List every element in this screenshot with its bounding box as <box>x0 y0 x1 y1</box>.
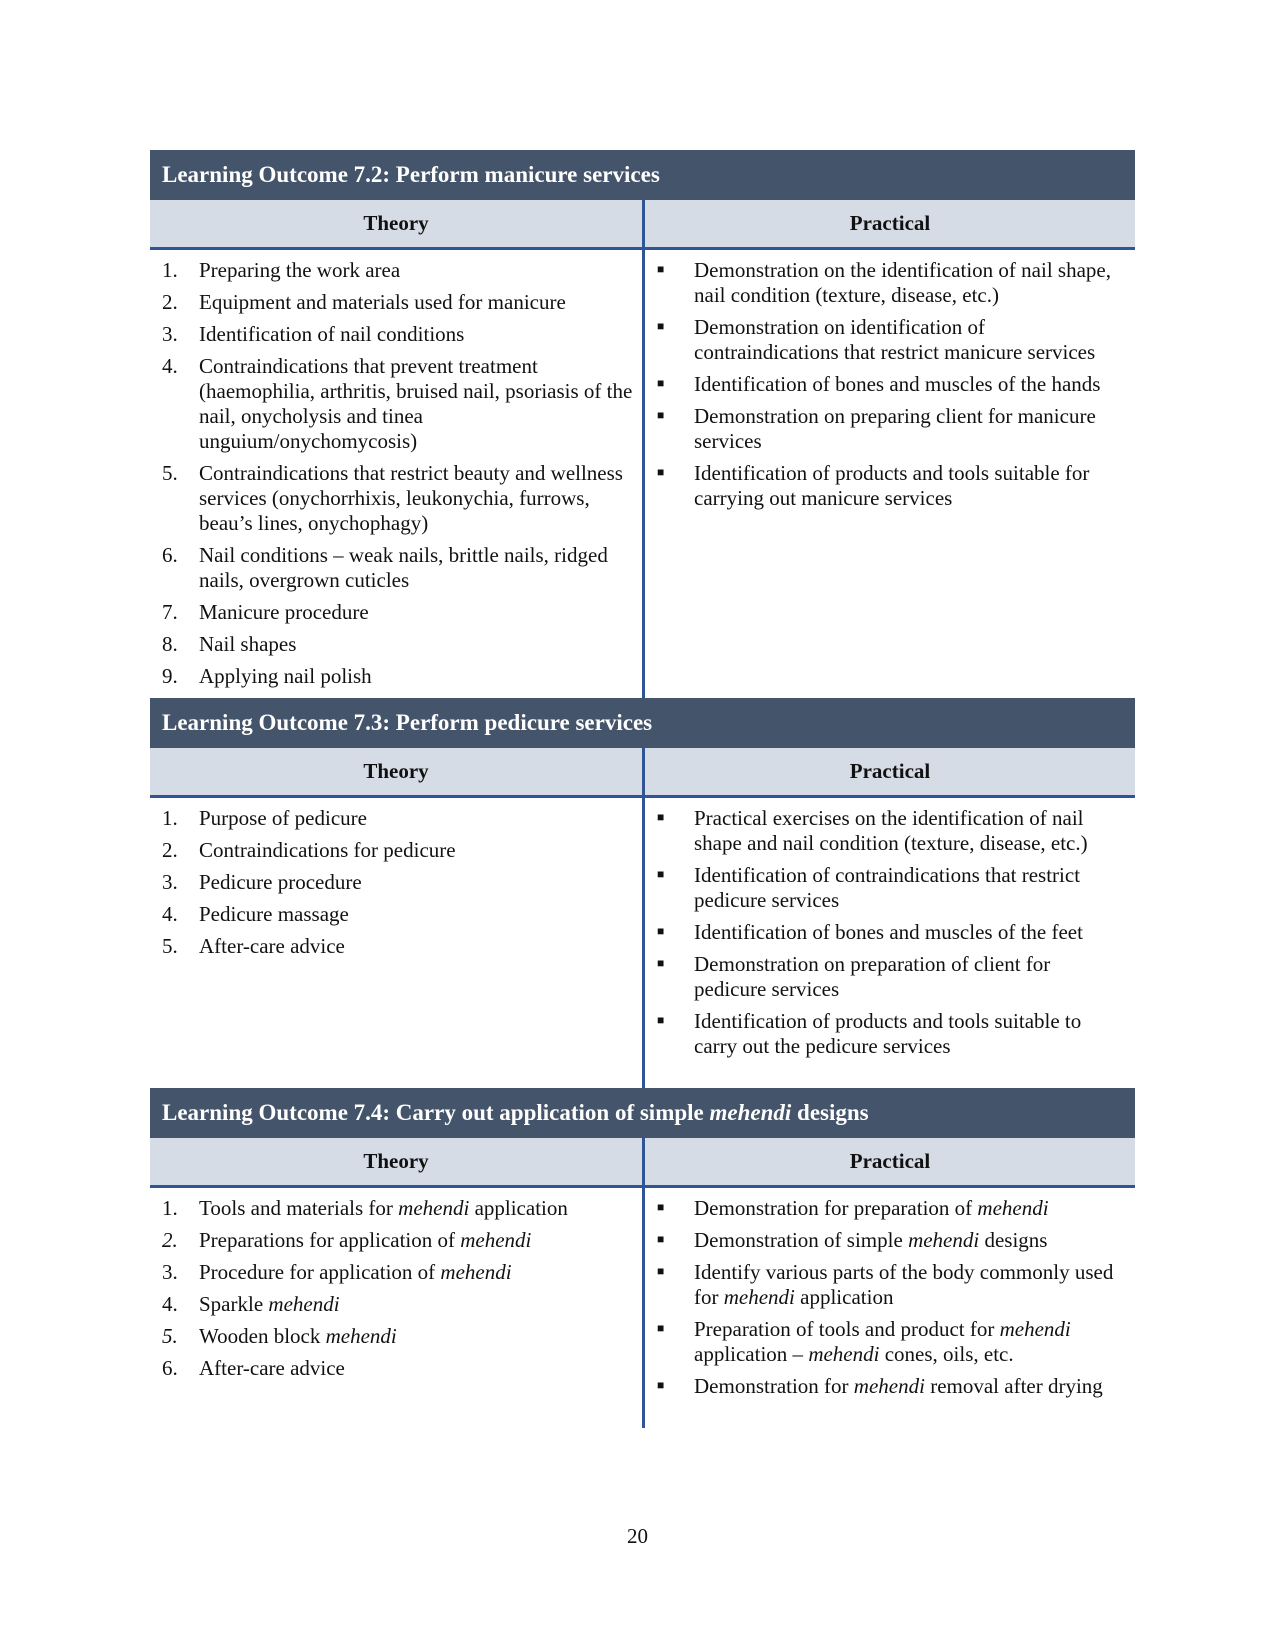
bullet-icon: ■ <box>657 1264 665 1278</box>
practical-list <box>657 806 1125 1059</box>
section-header-7-3: Learning Outcome 7.3: Perform pedicure services <box>150 698 1135 748</box>
section-body <box>150 798 1135 1088</box>
section-header-7-2: Learning Outcome 7.2: Perform manicure services <box>150 150 1135 200</box>
list-item: 7. Manicure procedure <box>162 600 369 624</box>
list-item: 5. Wooden block mehendi <box>162 1324 397 1348</box>
list-item: 3. Identification of nail conditions <box>162 322 465 346</box>
bullet-icon: ■ <box>657 319 665 333</box>
practical-column <box>645 1188 1135 1428</box>
list-item: ■ Identification of bones and muscles of the hands <box>657 372 1101 396</box>
bullet-icon: ■ <box>657 924 665 938</box>
page-number: 20 <box>627 1524 648 1548</box>
list-item: 1. Tools and materials for mehendi application <box>162 1196 568 1220</box>
theory-list <box>162 806 642 959</box>
column-headers <box>150 200 1135 250</box>
list-item: 5. Contraindications that restrict beauty and wellness services (onychorrhixis, leukonychia, furrows, beau’s lines, onychophagy) <box>162 461 623 535</box>
list-item: ■ Demonstration on preparing client for manicure services <box>657 404 1096 453</box>
section-body <box>150 250 1135 698</box>
curriculum-table <box>150 150 1135 1428</box>
section-header-7-4: Learning Outcome 7.4: Carry out application of simple mehendi designs <box>150 1088 1135 1138</box>
theory-column <box>150 1188 645 1428</box>
list-item: 2. Preparations for application of mehendi <box>162 1228 532 1252</box>
list-item: ■ Preparation of tools and product for mehendi application – mehendi cones, oils, etc. <box>657 1317 1071 1366</box>
list-item: 1. Purpose of pedicure <box>162 806 367 830</box>
bullet-icon: ■ <box>657 465 665 479</box>
list-item: ■ Demonstration on identification of contraindications that restrict manicure services <box>657 315 1096 364</box>
bullet-icon: ■ <box>657 408 665 422</box>
theory-column <box>150 798 645 1088</box>
practical-column <box>645 250 1135 698</box>
list-item: 3. Pedicure procedure <box>162 870 362 894</box>
theory-list <box>162 258 642 689</box>
bullet-icon: ■ <box>657 1232 665 1246</box>
theory-header: Theory <box>150 1138 645 1188</box>
theory-header: Theory <box>150 200 645 250</box>
list-item: ■ Identification of contraindications that restrict pedicure services <box>657 863 1081 912</box>
list-item: ■ Identification of products and tools suitable to carry out the pedicure services <box>657 1009 1082 1058</box>
list-item: ■ Demonstration on preparation of client for pedicure services <box>657 952 1051 1001</box>
list-item: 4. Sparkle mehendi <box>162 1292 340 1316</box>
bullet-icon: ■ <box>657 1200 665 1214</box>
bullet-icon: ■ <box>657 956 665 970</box>
theory-header: Theory <box>150 748 645 798</box>
list-item: 4. Contraindications that prevent treatment (haemophilia, arthritis, bruised nail, psoriasis of the nail, onycholysis and tinea unguium/onychomycosis) <box>162 354 633 453</box>
list-item: 4. Pedicure massage <box>162 902 349 926</box>
list-item: 2. Contraindications for pedicure <box>162 838 456 862</box>
list-item: ■ Identification of bones and muscles of the feet <box>657 920 1083 944</box>
bullet-icon: ■ <box>657 810 665 824</box>
section-body <box>150 1188 1135 1428</box>
practical-header: Practical <box>645 748 1135 798</box>
list-item: 3. Procedure for application of mehendi <box>162 1260 512 1284</box>
list-item: ■ Demonstration of simple mehendi designs <box>657 1228 1048 1252</box>
list-item: 2. Equipment and materials used for manicure <box>162 290 566 314</box>
list-item: ■ Practical exercises on the identification of nail shape and nail condition (texture, disease, etc.) <box>657 806 1088 855</box>
bullet-icon: ■ <box>657 262 665 276</box>
list-item: 6. After-care advice <box>162 1356 345 1380</box>
list-item: 5. After-care advice <box>162 934 345 958</box>
list-item: 8. Nail shapes <box>162 632 297 656</box>
practical-header: Practical <box>645 1138 1135 1188</box>
list-item: ■ Demonstration for mehendi removal after drying <box>657 1374 1103 1398</box>
bullet-icon: ■ <box>657 867 665 881</box>
bullet-icon: ■ <box>657 376 665 390</box>
list-item: ■ Identify various parts of the body commonly used for mehendi application <box>657 1260 1114 1309</box>
list-item: ■ Identification of products and tools suitable for carrying out manicure services <box>657 461 1090 510</box>
list-item: ■ Demonstration for preparation of mehendi <box>657 1196 1049 1220</box>
theory-list <box>162 1196 642 1381</box>
bullet-icon: ■ <box>657 1378 665 1392</box>
practical-header: Practical <box>645 200 1135 250</box>
bullet-icon: ■ <box>657 1013 665 1027</box>
practical-column <box>645 798 1135 1088</box>
list-item: ■ Demonstration on the identification of nail shape, nail condition (texture, disease, etc.) <box>657 258 1111 307</box>
column-headers <box>150 748 1135 798</box>
list-item: 1. Preparing the work area <box>162 258 401 282</box>
practical-list <box>657 258 1125 511</box>
practical-list <box>657 1196 1125 1399</box>
bullet-icon: ■ <box>657 1321 665 1335</box>
theory-column <box>150 250 645 698</box>
column-headers <box>150 1138 1135 1188</box>
list-item: 6. Nail conditions – weak nails, brittle nails, ridged nails, overgrown cuticles <box>162 543 608 592</box>
list-item: 9. Applying nail polish <box>162 664 372 688</box>
